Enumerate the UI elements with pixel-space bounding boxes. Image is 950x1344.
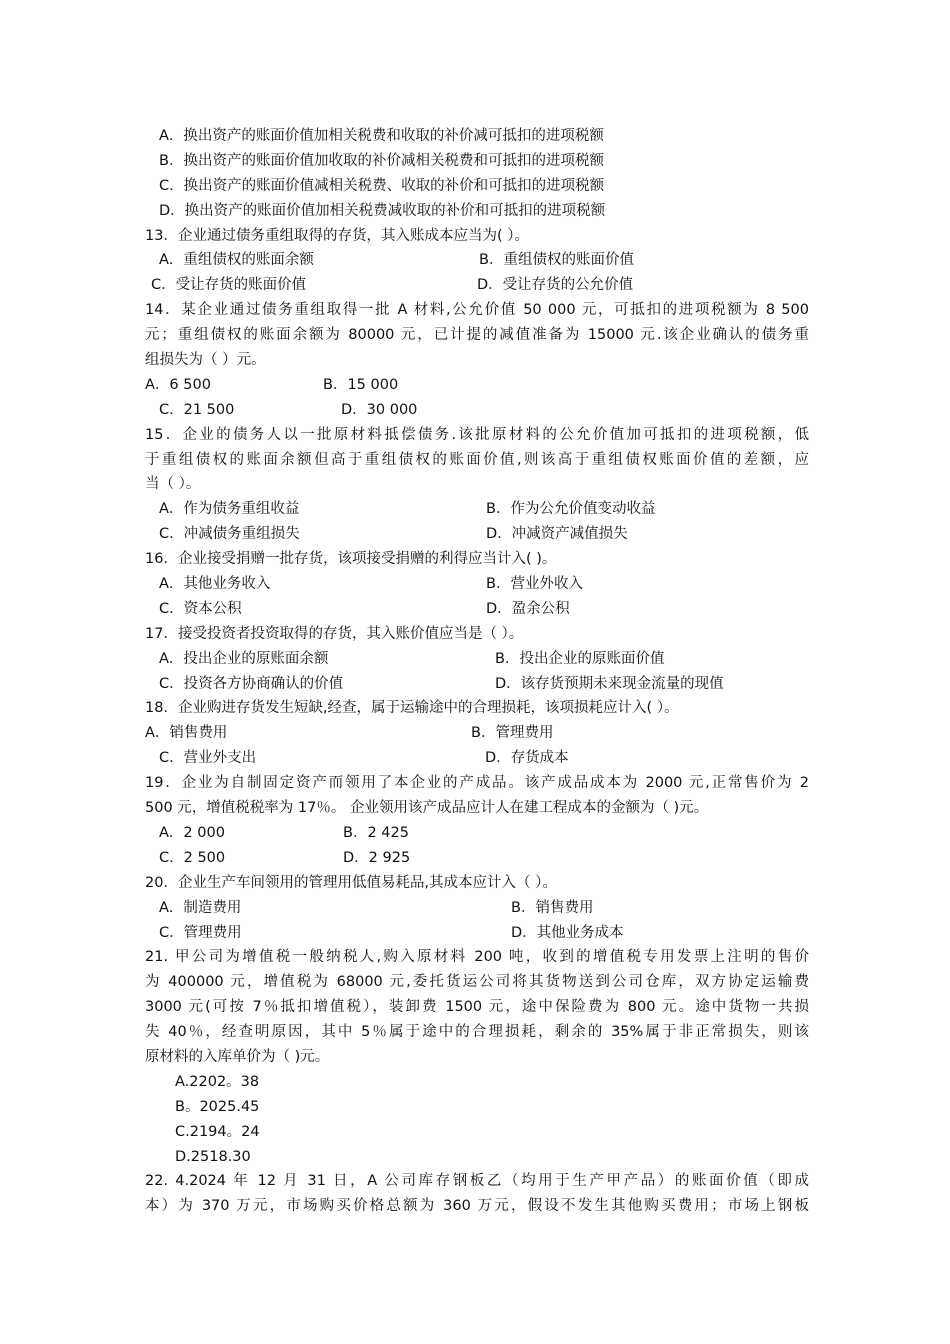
q15-option-a: A．作为债务重组收益 [159,501,300,518]
q20-option-b: B．销售费用 [511,899,594,916]
q13-options-row-1 [145,248,809,273]
q13-option-a: A．重组债权的账面余额 [159,252,314,269]
q15-option-c: C．冲减债务重组损失 [159,526,300,543]
q20-options-row-1 [145,896,809,921]
q19-option-a: A．2 000 [159,824,225,841]
q12-option-b: B．换出资产的账面价值加收取的补价减相关税费和可抵扣的进项税额 [159,152,604,169]
q21-option-d: D.2518.30 [175,1148,251,1165]
q16-option-d: D．盈余公积 [486,600,570,617]
q17-options-row-2 [145,672,809,697]
q19-options-row-2 [145,846,809,871]
q15-options-row-1 [145,497,809,522]
q20-option-c: C．管理费用 [159,924,242,941]
q17-option-b: B．投出企业的原账面价值 [495,650,665,667]
q12-option-a: A．换出资产的账面价值加相关税费和收取的补价减可抵扣的进项税额 [159,128,604,144]
q13-option-c: C．受让存货的账面价值 [151,277,307,294]
q21-option-c: C.2194。24 [175,1123,260,1140]
q19-stem-line-1: 19．企业为自制固定资产而领用了本企业的产成品。该产成品成本为 2000 元,正常售价为 2 [145,775,809,792]
q15-stem-line-2: 于重组债权的账面余额但高于重组债权的账面价值,则该高于重组债权账面价值的差额，应 [145,451,809,468]
q18-options-row-2 [145,746,809,771]
q18-option-a: A．销售费用 [145,725,228,742]
q21-stem-line-1: 21. 甲公司为增值税一般纳税人,购入原材料 200 吨，收到的增值税专用发票上注明的售价 [145,949,809,966]
q18-option-c: C．营业外支出 [159,750,257,767]
q21-option-b: B。2025.45 [175,1098,260,1115]
q22-stem-line-1: 22. 4.2024 年 12 月 31 日，A 公司库存钢板乙（均用于生产甲产品）的账面价值（即成 [145,1173,809,1190]
q17-options-row-1 [145,647,809,672]
q15-option-b: B．作为公允价值变动收益 [486,501,656,518]
q12-option-c: C．换出资产的账面价值减相关税费、收取的补价和可抵扣的进项税额 [159,177,605,194]
q16-options-row-1 [145,572,809,597]
q14-options-row-1 [145,373,809,398]
q12-option-d: D．换出资产的账面价值加相关税费减收取的补价和可抵扣的进项税额 [159,202,606,219]
q16-option-c: C．资本公积 [159,600,242,617]
q13-option-d: D．受让存货的公允价值 [477,277,634,294]
q16-option-a: A．其他业务收入 [159,576,271,593]
q16-option-b: B．营业外收入 [486,576,583,593]
q17-option-d: D．该存货预期未来现金流量的现值 [495,675,724,692]
q19-options-row-1 [145,821,809,846]
q15-stem-line-3: 当（ ）。 [145,476,201,493]
q13-options-row-2 [145,273,809,298]
q14-option-b: B．15 000 [323,376,399,393]
q20-option-d: D．其他业务成本 [511,924,624,941]
q21-stem-line-5: 原材料的入库单价为（ )元。 [145,1048,330,1065]
q21-stem-line-3: 3000 元(可按 7％抵扣增值税），装卸费 1500 元，途中保险费为 800 元。途中货物一共损 [145,999,809,1016]
q18-option-d: D．存货成本 [485,750,569,767]
q14-option-a: A．6 500 [145,376,211,393]
q19-option-d: D．2 925 [343,849,411,866]
q14-stem-line-1: 14．某企业通过债务重组取得一批 A 材料,公允价值 50 000 元，可抵扣的进项税额为 8 500 [145,302,809,319]
q21-stem-line-2: 为 400000 元，增值税为 68000 元,委托货运公司将其货物送到公司仓库，双方协定运输费 [145,974,809,991]
q16-options-row-2 [145,597,809,622]
q13-stem: 13．企业通过债务重组取得的存货，其入账成本应当为( ）。 [145,227,529,244]
q17-option-c: C．投资各方协商确认的价值 [159,675,344,692]
q19-option-b: B．2 425 [343,824,409,841]
q15-options-row-2 [145,522,809,547]
q18-option-b: B．管理费用 [471,725,554,742]
q14-stem-line-3: 组损失为（ ）元。 [145,352,266,369]
q14-stem-line-2: 元；重组债权的账面余额为 80000 元，已计提的减值准备为 15000 元.该企业确认的债务重 [145,327,809,344]
q20-options-row-2 [145,921,809,946]
q17-option-a: A．投出企业的原账面余额 [159,650,329,667]
q20-stem: 20．企业生产车间领用的管理用低值易耗品,其成本应计入（ ）。 [145,874,557,891]
document-body [145,124,809,1219]
q17-stem: 17．接受投资者投资取得的存货，其入账价值应当是（ ）。 [145,625,524,642]
q16-stem: 16．企业接受捐赠一批存货，该项接受捐赠的利得应当计入( )。 [145,551,557,568]
q21-stem-line-4: 失 40％，经查明原因，其中 5％属于途中的合理损耗，剩余的 35%属于非正常损失，则该 [145,1024,809,1041]
q13-option-b: B．重组债权的账面价值 [479,252,634,269]
q19-option-c: C．2 500 [159,849,226,866]
q19-stem-line-2: 500 元，增值税税率为 17％。 企业领用该产成品应计人在建工程成本的金额为（ )元。 [145,800,709,817]
q20-option-a: A．制造费用 [159,899,242,916]
q18-stem: 18．企业购进存货发生短缺,经查，属于运输途中的合理损耗，该项损耗应计入( ）。 [145,700,679,717]
q15-option-d: D．冲减资产减值损失 [486,526,628,543]
q14-option-c: C．21 500 [159,401,235,418]
q14-options-row-2 [145,398,809,423]
q18-options-row-1 [145,721,809,746]
q14-option-d: D．30 000 [341,401,418,418]
q21-option-a: A.2202。38 [175,1073,260,1090]
q15-stem-line-1: 15．企业的债务人以一批原材料抵偿债务.该批原材料的公允价值加可抵扣的进项税额，低 [145,426,809,443]
q22-stem-line-2: 本）为 370 万元，市场购买价格总额为 360 万元，假设不发生其他购买费用；市场上钢板 [145,1198,809,1215]
